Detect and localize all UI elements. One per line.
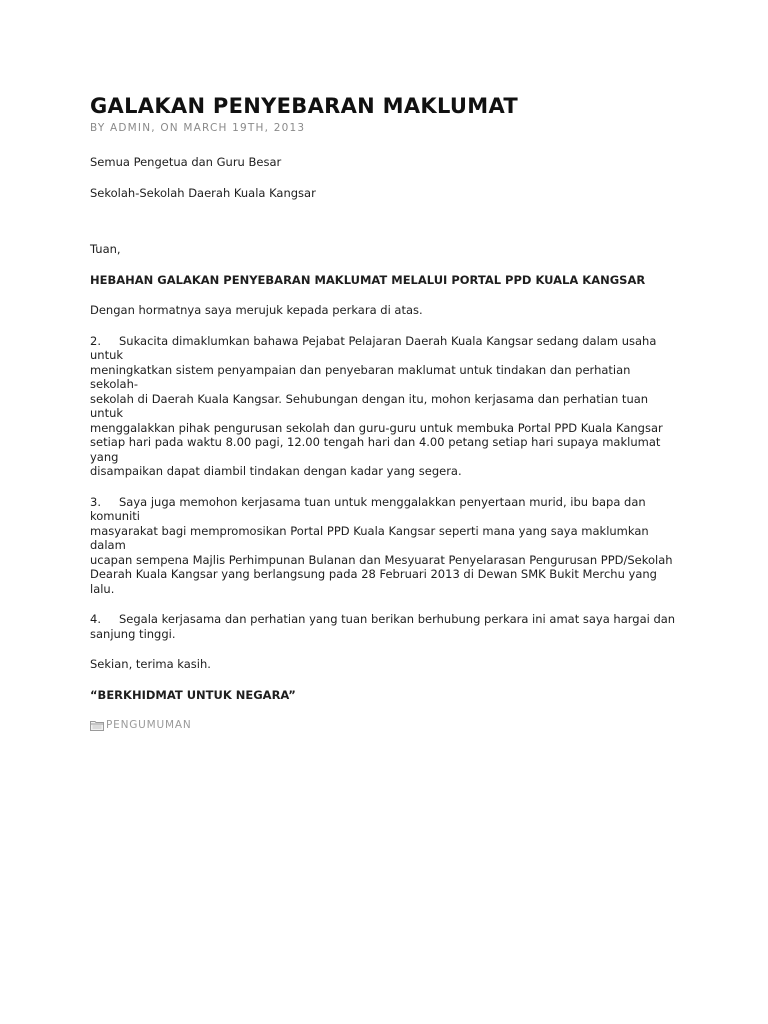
paragraph-number: 4.	[90, 612, 101, 626]
category-link[interactable]: PENGUMUMAN	[106, 719, 192, 731]
salutation-recipients: Semua Pengetua dan Guru Besar	[90, 155, 282, 169]
salutation-schools: Sekolah-Sekolah Daerah Kuala Kangsar	[90, 185, 316, 200]
line: ucapan sempena Majlis Perhimpunan Bulanan dan Mesyuarat Penyelarasan Pengurusan PPD/Sekolah	[90, 552, 673, 567]
line: 2. Sukacita dimaklumkan bahawa Pejabat Pelajaran Daerah Kuala Kangsar sedang dalam usaha untuk	[90, 333, 657, 362]
line: meningkatkan sistem penyampaian dan penyebaran maklumat untuk tindakan dan perhatian sekolah-	[90, 362, 631, 391]
post-meta: BY ADMIN, ON MARCH 19TH, 2013	[90, 122, 306, 134]
paragraph-number: 2.	[90, 333, 101, 348]
paragraph-3	[90, 495, 680, 597]
paragraph-number: 3.	[90, 494, 101, 509]
closing: Sekian, terima kasih.	[90, 657, 211, 671]
post-title[interactable]: GALAKAN PENYEBARAN MAKLUMAT	[90, 94, 519, 118]
intro-paragraph: Dengan hormatnya saya merujuk kepada perkara di atas.	[90, 303, 423, 317]
paragraph-4	[90, 612, 680, 641]
motto: “BERKHIDMAT UNTUK NEGARA”	[90, 687, 296, 702]
line: sanjung tinggi.	[90, 626, 176, 641]
paragraph-2	[90, 334, 680, 479]
blog-post	[90, 92, 680, 732]
folder-icon	[90, 720, 104, 731]
line: 4. Segala kerjasama dan perhatian yang tuan berikan berhubung perkara ini amat saya hargai dan	[90, 612, 676, 626]
line: disampaikan dapat diambil tindakan dengan kadar yang segera.	[90, 464, 462, 478]
line: setiap hari pada waktu 8.00 pagi, 12.00 tengah hari dan 4.00 petang setiap hari supaya maklumat yang	[90, 435, 661, 464]
line: masyarakat bagi mempromosikan Portal PPD Kuala Kangsar seperti mana yang saya maklumkan dalam	[90, 523, 649, 552]
line: 3. Saya juga memohon kerjasama tuan untuk menggalakkan penyertaan murid, ibu bapa dan komuniti	[90, 494, 646, 523]
line: menggalakkan pihak pengurusan sekolah dan guru-guru untuk membuka Portal PPD Kuala Kangsar	[90, 420, 663, 435]
greeting: Tuan,	[90, 242, 121, 256]
post-category	[90, 718, 680, 732]
letter-heading: HEBAHAN GALAKAN PENYEBARAN MAKLUMAT MELALUI PORTAL PPD KUALA KANGSAR	[90, 272, 646, 287]
line: sekolah di Daerah Kuala Kangsar. Sehubungan dengan itu, mohon kerjasama dan perhatian tuan untuk	[90, 391, 649, 420]
line: Dearah Kuala Kangsar yang berlangsung pada 28 Februari 2013 di Dewan SMK Bukit Merchu yang lalu.	[90, 567, 657, 596]
